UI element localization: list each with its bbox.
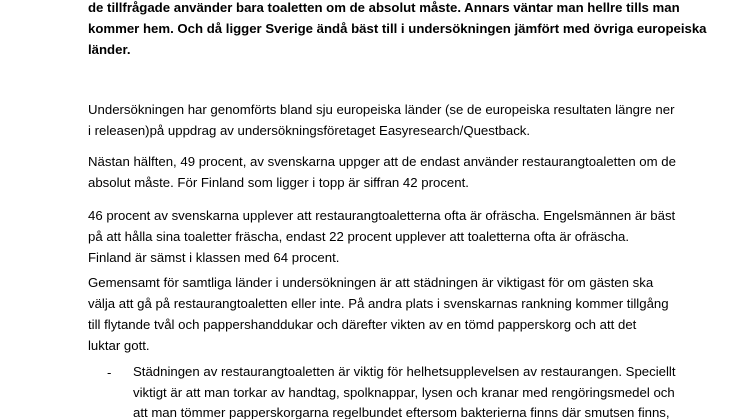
intro-line: länder. [88, 42, 131, 57]
paragraph-line: luktar gott. [88, 338, 150, 353]
bullet-line: viktigt är att man torkar av handtag, spolknappar, lysen och kranar med rengöringsmedel och [133, 384, 675, 400]
paragraph-line: välja att gå på restaurangtoaletten eller inte. På andra plats i svenskarnas rankning kommer tillgång [88, 296, 669, 311]
paragraph-line: Gemensamt för samtliga länder i undersökningen är att städningen är viktigast för om gästen ska [88, 275, 654, 290]
paragraph-line: på att hålla sina toaletter fräscha, endast 22 procent upplever att toaletterna ofta är ofräscha. [88, 229, 630, 244]
paragraph-survey-method [88, 99, 688, 141]
paragraph-line: Finland är sämst i klassen med 64 procent. [88, 250, 340, 265]
paragraph-line: till flytande tvål och pappershanddukar och därefter vikten av en tömd papperskorg och att det [88, 317, 637, 332]
bullet-item-cleaning [133, 362, 693, 419]
intro-line: de tillfrågade använder bara toaletten om de absolut måste. Annars väntar man hellre tills man [88, 0, 680, 15]
bullet-line: Städningen av restaurangtoaletten är viktig för helhetsupplevelsen av restaurangen. Speciellt [133, 364, 676, 379]
paragraph-cleaning-ranking [88, 272, 688, 356]
paragraph-unfresh-toilets [88, 205, 688, 268]
paragraph-half-swedes [88, 151, 688, 193]
paragraph-line: 46 procent av svenskarna upplever att restaurangtoaletterna ofta är ofräscha. Engelsmännen är bäst [88, 208, 676, 223]
intro-paragraph-bold [88, 0, 707, 60]
paragraph-line: absolut måste. För Finland som ligger i topp är siffran 42 procent. [88, 175, 469, 190]
intro-line: kommer hem. Och då ligger Sverige ändå bäst till i undersökningen jämfört med övriga europeiska [88, 21, 707, 36]
bullet-line: att man tömmer papperskorgarna regelbundet eftersom bakterierna finns där smutsen finns, [133, 405, 670, 419]
bullet-marker: - [107, 365, 112, 380]
paragraph-line: Nästan hälften, 49 procent, av svenskarna uppger att de endast använder restaurangtoaletten om de [88, 154, 676, 169]
paragraph-line: i releasen)på uppdrag av undersökningsföretaget Easyresearch/Questback. [88, 123, 531, 138]
paragraph-line: Undersökningen har genomförts bland sju europeiska länder (se de europeiska resultaten längre ner [88, 102, 675, 117]
